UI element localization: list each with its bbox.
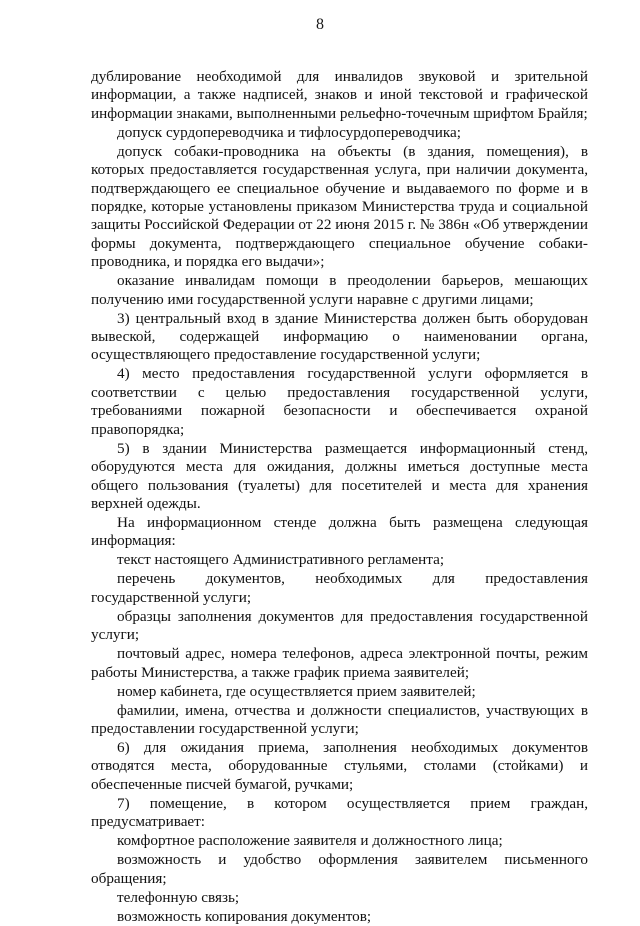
paragraph-item-7-reception-room: 7) помещение, в котором осуществляется прием граждан, предусматривает: — [91, 794, 588, 831]
paragraph-item-6-waiting-area: 6) для ожидания приема, заполнения необходимых документов отводятся места, оборудованные стульями, столами (стойками) и обеспеченные писчей бумагой, ручками; — [91, 738, 588, 793]
paragraph-specialists: фамилии, имена, отчества и должности специалистов, участвующих в предоставлении государственной услуги; — [91, 701, 588, 737]
page-number: 8 — [316, 16, 324, 33]
paragraph-barrier-assistance: оказание инвалидам помощи в преодолении барьеров, мешающих получению ими государственной услуги наравне с другими лицами; — [91, 272, 588, 308]
paragraph-braille-info: дублирование необходимой для инвалидов звуковой и зрительной информации, а также надписей, знаков и иной текстовой и графической информации знаками, выполненными рельефно-точечным шрифтом Брайля; — [91, 68, 588, 122]
paragraph-stand-info-intro: На информационном стенде должна быть размещена следующая информация: — [91, 513, 588, 550]
paragraph-comfortable-placement: комфортное расположение заявителя и должностного лица; — [117, 832, 503, 850]
paragraph-form-samples: образцы заполнения документов для предоставления государственной услуги; — [91, 607, 588, 644]
paragraph-sign-interpreter: допуск сурдопереводчика и тифлосурдопереводчика; — [117, 123, 461, 141]
paragraph-guide-dog: допуск собаки-проводника на объекты (в здания, помещения), в которых предоставляется государственная услуга, при наличии документа, подтверждающего ее специальное обучение и выдаваемого по форме и в порядке, которые установлены приказом Министерства труда и социальной защиты Российской Федерации от 22 июня 2015 г. № 386н «Об утверждении формы документа, подтверждающего специальное обучение собаки-проводника, и порядка его выдачи»; — [91, 142, 588, 271]
paragraph-document-list: перечень документов, необходимых для предоставления государственной услуги; — [91, 570, 588, 606]
paragraph-office-number: номер кабинета, где осуществляется прием заявителей; — [117, 682, 476, 700]
paragraph-item-5-info-stand: 5) в здании Министерства размещается информационный стенд, оборудуются места для ожидания, должны иметься доступные места общего пользования (туалеты) для посетителей и места для хранения верхней одежды. — [91, 439, 588, 512]
paragraph-item-4-service-place: 4) место предоставления государственной услуги оформляется в соответствии с целью предоставления государственной услуги, требованиями пожарной безопасности и обеспечивается охраной правопорядка; — [91, 365, 588, 438]
paragraph-regulation-text: текст настоящего Административного регламента; — [117, 551, 445, 569]
document-body — [91, 68, 588, 926]
paragraph-contacts-schedule: почтовый адрес, номера телефонов, адреса электронной почты, режим работы Министерства, а также график приема заявителей; — [91, 645, 588, 681]
paragraph-telephone: телефонную связь; — [117, 888, 240, 906]
paragraph-item-3-entrance: 3) центральный вход в здание Министерства должен быть оборудован вывеской, содержащей информацию о наименовании органа, осуществляющего предоставление государственной услуги; — [91, 309, 588, 364]
paragraph-copying: возможность копирования документов; — [117, 907, 372, 925]
paragraph-written-appeal: возможность и удобство оформления заявителем письменного обращения; — [91, 851, 588, 887]
